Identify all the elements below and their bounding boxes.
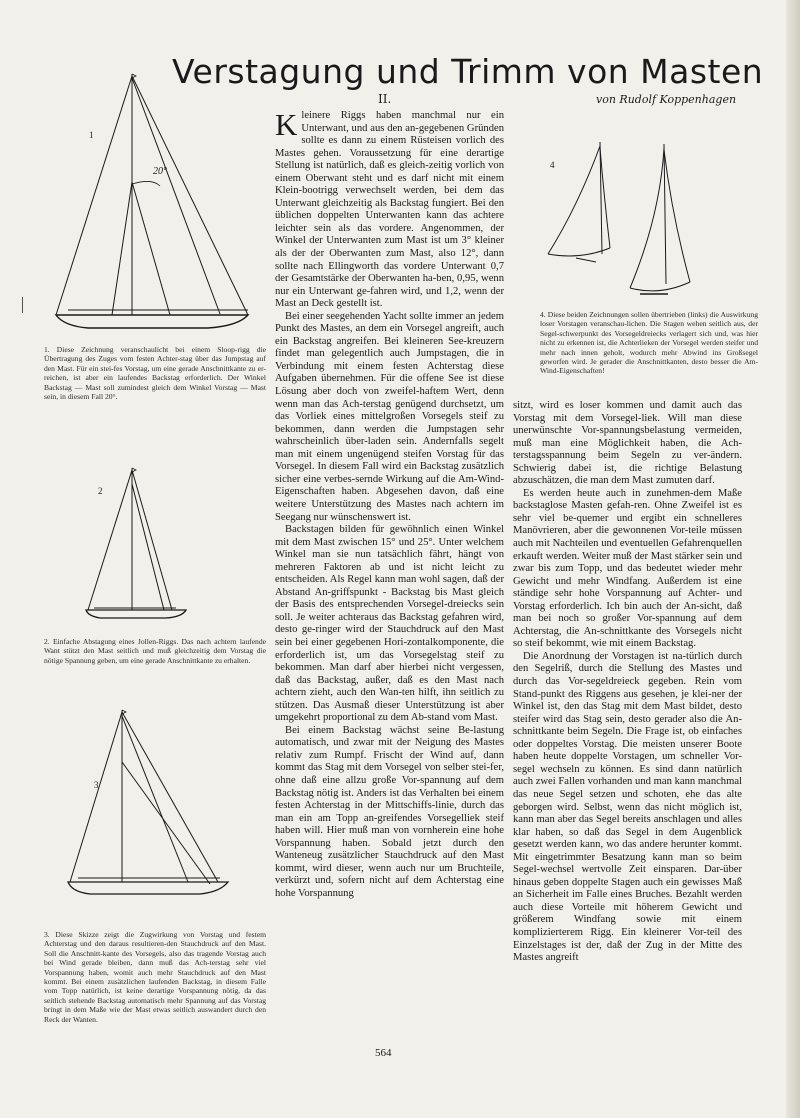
paragraph-7: Die Anordnung der Vorstagen ist na-türlich durch den Segelriß, durch die Stellung des Mastes und durch das Vor-segeldreieck gegeben. Rein vom Stand-punkt des Riggens aus gesehen, je klei-ner der Winkel ist, den das Stag mit dem Mast bildet, desto steifer wird das Stag sein, desto gerader also die An-schnittkante beim Segeln. Die Frage ist, ob einfaches oder doppeltes Vorstag. Die meisten unserer Boote haben heute doppelte Vorstagen, um schneller Vor-segel wechseln zu können. Es sind dann natürlich auch zwei Fallen vorhanden und man kann manchmal das neue Segel setzen und schoten, ehe das alte geborgen wird. Selbst, wenn das nicht möglich ist, kann man aber das Segel bereits anschlagen und alles klar haben, so daß das Segel in dem Augenblick gesetzt werden kann, wo das andere herunter kommt. Mit eingetrimmter Besatzung kann man so beim Segel-wechsel wertvolle Zeit einsparen. Dar-über hinaus geben doppelte Stagen auch ein gewisses Maß an Sicherheit im Falle eines Bruches. Bezahlt werden auch diese Vorteile mit höherem Gewicht und größerem Windfang sowie mit einem komplizierterem Rigg. Ein kleinerer Vor-teil des Einzelstages ist der, daß der Zug in der Mitte des Mastes angreift xyxy=(513,650,742,964)
figure-3-number: 3 xyxy=(94,780,99,790)
page-edge-shadow xyxy=(786,0,800,1118)
paragraph-6: Es werden heute auch in zunehmen-dem Maße backstaglose Masten gefah-ren. Ohne Zweifel ist es sehr viel be-quemer und ergibt ein schnelleres Manövrieren, aber die gewonnenen Vor-teile müssen auch mit Nachteilen und eventuellen Gefahrenquellen erkauft werden. Weiter muß der Mast stärker sein und zwar bis zum Topp, und das bedeutet wieder mehr Gewicht und mehr Windfang. Außerdem ist eine ständige sehr hohe Vorspannung auf Achter- und Vorstag erforderlich. Ich bin auch der An-sicht, daß man bei noch so großer Vor-spannung auf dem Achterstag, die An-schnittkante des Vorsegels nicht so steif bekommt, wie mit einem Backstag. xyxy=(513,487,742,650)
figure-3-zugwirkung xyxy=(60,702,240,900)
paragraph-5: sitzt, wird es loser kommen und damit auch das Vorstag mit dem Vorsegel-liek. Will man diese unerwünschte Vor-spannungsbelastung vermeiden, muß man eine Möglichkeit haben, die Ach-terstagsspannung beim Segeln zu ver-ändern. Schwierig dabei ist, die richtige Belastung abzuschätzen, die man dem Mast zumuten darf. xyxy=(513,400,742,487)
figure-2-jollen-rigg xyxy=(76,464,196,622)
paragraph-4: Bei einem Backstag wächst seine Be-lastung automatisch, und zwar mit der Neigung des Mastes relativ zum Rumpf. Frischt der Wind auf, dann kommt das Stag mit dem Vorsegel von selber stei-fer, ohne daß eine allzu große Vor-spannung auf dem Backstag nötig ist. Anders ist das Verhalten bei einem festen Achterstag in der Mittschiffs-linie, durch das man ein am Topp an-greifendes Vorsegelliek steif haben will. Hier muß man von vornherein eine hohe Vorspannung haben. Sobald jetzt durch den Wanteneug zusätzlicher Stauchdruck auf den Mast kommt, wird dieser, wenn auch nur um Bruchteile, verkürzt und, sofern nicht auf dem Achterstag eine hohe Vorspannung xyxy=(275,724,504,899)
figure-1-caption: 1. Diese Zeichnung veranschaulicht bei einem Sloop-rigg die Übertragung des Zuges vom festen Achter-stag über das Jumpstag auf den Mast. Für ein stei-fes Vorstag, um eine gerade Anschnittkante zu er-reichen, ist aber ein laufendes Backstag erforderlich. Der Winkel Backstag — Mast soll zumindest gleich dem Winkel Vorstag — Mast sein, in diesem Fall 20°. xyxy=(44,345,266,402)
figure-4-caption: 4. Diese beiden Zeichnungen sollen übertrieben (links) die Auswirkung loser Vorstagen veranschau-lichen. Die Stagen wehen seitlich aus, der Segel-schwerpunkt des Vorsegeldreiecks verlagert sich und, was hier nicht zu erkennen ist, die Achterlieken der Vorsegel werden steifer und mehr nach innen geholt, wodurch mehr Abwind ins Großsegel geworfen wird. Je gerader die Anschnittkanten, desto besser die Am-Wind-Eigenschaften! xyxy=(540,310,758,376)
margin-mark xyxy=(22,297,23,313)
figure-1-number: 1 xyxy=(89,130,94,140)
dropcap: K xyxy=(275,107,298,142)
paragraph-1: Kleinere Riggs haben manchmal nur ein Unterwant, und aus den an-gegebenen Gründen sollte es dann zu einem Rüsteisen vorlich des Mastes gehen. Voraussetzung für eine derartige Stellung ist natürlich, daß es gleich-zeitig vorlich von einem Oberwant steht und es darf nicht mit einem Klein-bootrigg verwechselt werden, bei dem das Unterwant gleichzeitig als Backstag fungiert. Bei den üblichen doppelten Unterwanten kann das achtere leichter sein als das vordere. Angenommen, der Winkel der Unterwanten zum Mast ist um 3° kleiner als der der Oberwanten zum Mast, also 12°, dann sollte nach Ellingworth das vordere Unterwant 0,7 der Gesamtstärke der Oberwanten ha-ben, 0,95, wenn nur ein Unterwant ge-fahren wird, und 1,2, wenn der Mast an Deck gestellt ist. xyxy=(275,107,504,310)
figure-1-angle-label: 20° xyxy=(153,166,167,177)
figure-4-lose-vorstagen xyxy=(540,136,720,306)
figure-2-caption: 2. Einfache Abstagung eines Jollen-Riggs. Das nach achtern laufende Want stützt den Mast seitlich und muß gleichzeitig dem Vorstag die nötige Spannung geben, um eine gerade Anschnittkante zu erhalten. xyxy=(44,637,266,665)
paragraph-3: Backstagen bilden für gewöhnlich einen Winkel mit dem Mast zwischen 15° und 25°. Unter welchem Winkel man sie nun tatsächlich fährt, hängt von mehreren Faktoren ab und ist nicht leicht zu entscheiden. Als Regel kann man wohl sagen, daß der Abstand An-griffspunkt - Backstag bis Mast gleich der Basis des entsprechenden Vorsegel-dreiecks sein soll. Je weiter achteraus das Backstag gefahren wird, desto ge-ringer wird der Stauchdruck auf den Mast sein bei einer gegebenen Hori-zontalkomponente, die erforderlich ist, um das Vorsegelstag steif zu bekommen. Man darf aber hierbei nicht vergessen, daß das Backstag, außer, daß es den Mast nach achtern zieht, auch den Wan-ten hilft, ihn seitlich zu stützen. Das Ausmaß dieser Unterstützung ist aber umgekehrt proportional zu dem Ab-stand vom Mast. xyxy=(275,524,504,724)
article-title: Verstagung und Trimm von Masten xyxy=(172,52,764,91)
article-column-1 xyxy=(275,107,504,900)
article-part: II. xyxy=(378,92,392,106)
paragraph-2: Bei einer seegehenden Yacht sollte immer an jedem Punkt des Mastes, an dem ein Vorsegel angreift, auch ein Backstag angreifen. Bei kleineren See-kreuzern findet man gelegentlich auch Jumpstagen, die in Verbindung mit einem festen Achterstag diese Aufgaben übernehmen. Für die offene See ist diese Lösung aber doch von zweifel-haftem Wert, denn wenn man das Ach-terstag genügend durchsetzt, um das Vorliek eines mittelgroßen Vorsegels steif zu bekommen, dann werden die Jumpstagen sehr wahrscheinlich über-laden sein. Andernfalls segelt man mit einem ungenügend steifen Vorstag für das Vorsegel. In diesem Fall wird ein Backstag zusätzlich sicher eine verbes-sernde Wirkung auf die Am-Wind-Eigenschaften haben. Abgesehen davon, daß eine weitere Unterstützung des Mastes nach achtern im Seegang nur wünschenswert ist. xyxy=(275,310,504,523)
figure-2-number: 2 xyxy=(98,486,103,496)
article-column-2 xyxy=(513,400,742,965)
page-number: 564 xyxy=(375,1047,392,1059)
figure-1-sloop-rigg xyxy=(48,62,268,338)
figure-4-number: 4 xyxy=(550,160,555,170)
article-author: von Rudolf Koppenhagen xyxy=(596,93,737,106)
figure-3-caption: 3. Diese Skizze zeigt die Zugwirkung von Vorstag und festem Achterstag und den daraus resultieren-den Stauchdruck auf den Mast. Soll die Anschnitt-kante des Vorsegels, also das tragende Vorstag auch bei Wind gerade bleiben, dann muß das Ach-terstag sehr viel Vorspannung haben, womit auch mehr Stauchdruck auf den Mast kommt. Bei einem zusätzlichen laufenden Backstag, in diesem Falle vom Topp natürlich, ist keine derartige Vorspannung nötig, da das seitlich stehende Backstag automatisch mehr Spannung auf das Vorstag bringt in dem Maße wie der Mast etwas seitlich auswandert durch den Reck der Wanten. xyxy=(44,930,266,1024)
